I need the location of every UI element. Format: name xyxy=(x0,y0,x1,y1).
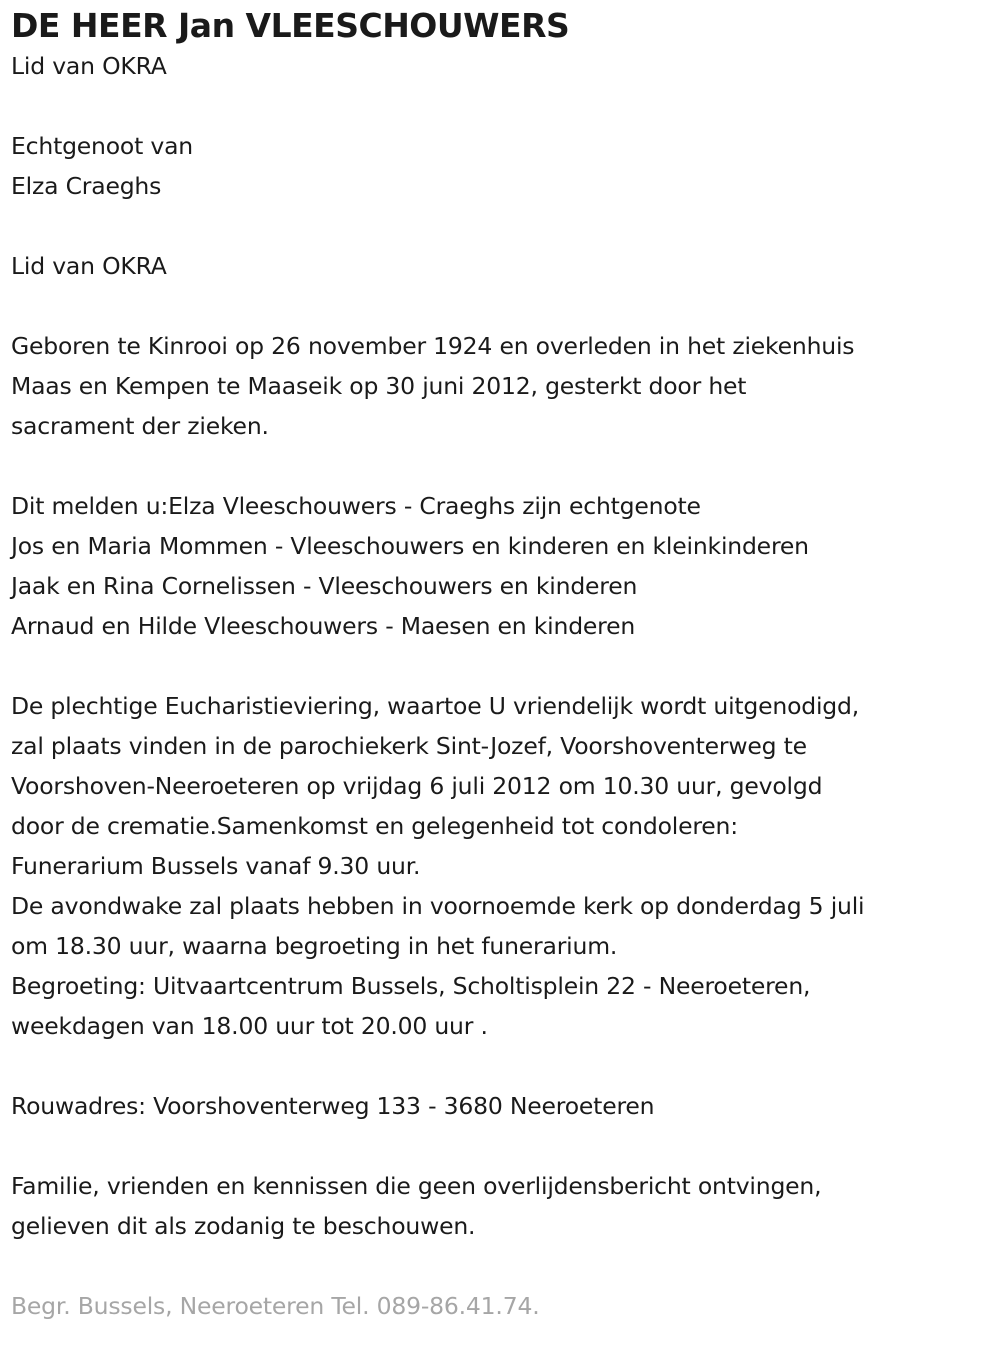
family-line: Arnaud en Hilde Vleeschouwers - Maesen en kinderen xyxy=(11,612,636,640)
ceremony-line: Funerarium Bussels vanaf 9.30 uur. xyxy=(11,852,421,880)
ceremony-line: zal plaats vinden in de parochiekerk Sint-Jozef, Voorshoventerweg te xyxy=(11,732,807,760)
closing-line: Familie, vrienden en kennissen die geen overlijdensbericht ontvingen, xyxy=(11,1172,822,1200)
wake-line: De avondwake zal plaats hebben in voornoemde kerk op donderdag 5 juli xyxy=(11,892,865,920)
family-line: Dit melden u:Elza Vleeschouwers - Craeghs zijn echtgenote xyxy=(11,492,701,520)
membership-line: Lid van OKRA xyxy=(11,52,167,80)
blank-line xyxy=(11,446,996,486)
blank-line xyxy=(11,1046,996,1086)
visitation-line: weekdagen van 18.00 uur tot 20.00 uur . xyxy=(11,1012,488,1040)
blank-line xyxy=(11,206,996,246)
ceremony-line: Voorshoven-Neeroeteren op vrijdag 6 juli 2012 om 10.30 uur, gevolgd xyxy=(11,772,823,800)
blank-line xyxy=(11,646,996,686)
closing-line: gelieven dit als zodanig te beschouwen. xyxy=(11,1212,476,1240)
blank-line xyxy=(11,86,996,126)
ceremony-line: De plechtige Eucharistieviering, waartoe U vriendelijk wordt uitgenodigd, xyxy=(11,692,860,720)
blank-line xyxy=(11,286,996,326)
obituary-notice xyxy=(11,0,996,1326)
wake-line: om 18.30 uur, waarna begroeting in het funerarium. xyxy=(11,932,618,960)
spouse-label: Echtgenoot van xyxy=(11,132,193,160)
visitation-line: Begroeting: Uitvaartcentrum Bussels, Scholtisplein 22 - Neeroeteren, xyxy=(11,972,811,1000)
mourning-address: Rouwadres: Voorshoventerweg 133 - 3680 Neeroeteren xyxy=(11,1092,655,1120)
membership-line: Lid van OKRA xyxy=(11,252,167,280)
family-line: Jaak en Rina Cornelissen - Vleeschouwers en kinderen xyxy=(11,572,638,600)
deceased-name-title: DE HEER Jan VLEESCHOUWERS xyxy=(11,6,570,45)
blank-line xyxy=(11,1126,996,1166)
ceremony-line: door de crematie.Samenkomst en gelegenheid tot condoleren: xyxy=(11,812,738,840)
birth-death-line: Geboren te Kinrooi op 26 november 1924 en overleden in het ziekenhuis xyxy=(11,332,855,360)
blank-line xyxy=(11,1246,996,1286)
birth-death-line: sacrament der zieken. xyxy=(11,412,269,440)
funeral-home-footer: Begr. Bussels, Neeroeteren Tel. 089-86.41.74. xyxy=(11,1292,540,1320)
spouse-name: Elza Craeghs xyxy=(11,172,162,200)
notice-body xyxy=(11,46,996,1326)
birth-death-line: Maas en Kempen te Maaseik op 30 juni 2012, gesterkt door het xyxy=(11,372,747,400)
family-line: Jos en Maria Mommen - Vleeschouwers en kinderen en kleinkinderen xyxy=(11,532,809,560)
